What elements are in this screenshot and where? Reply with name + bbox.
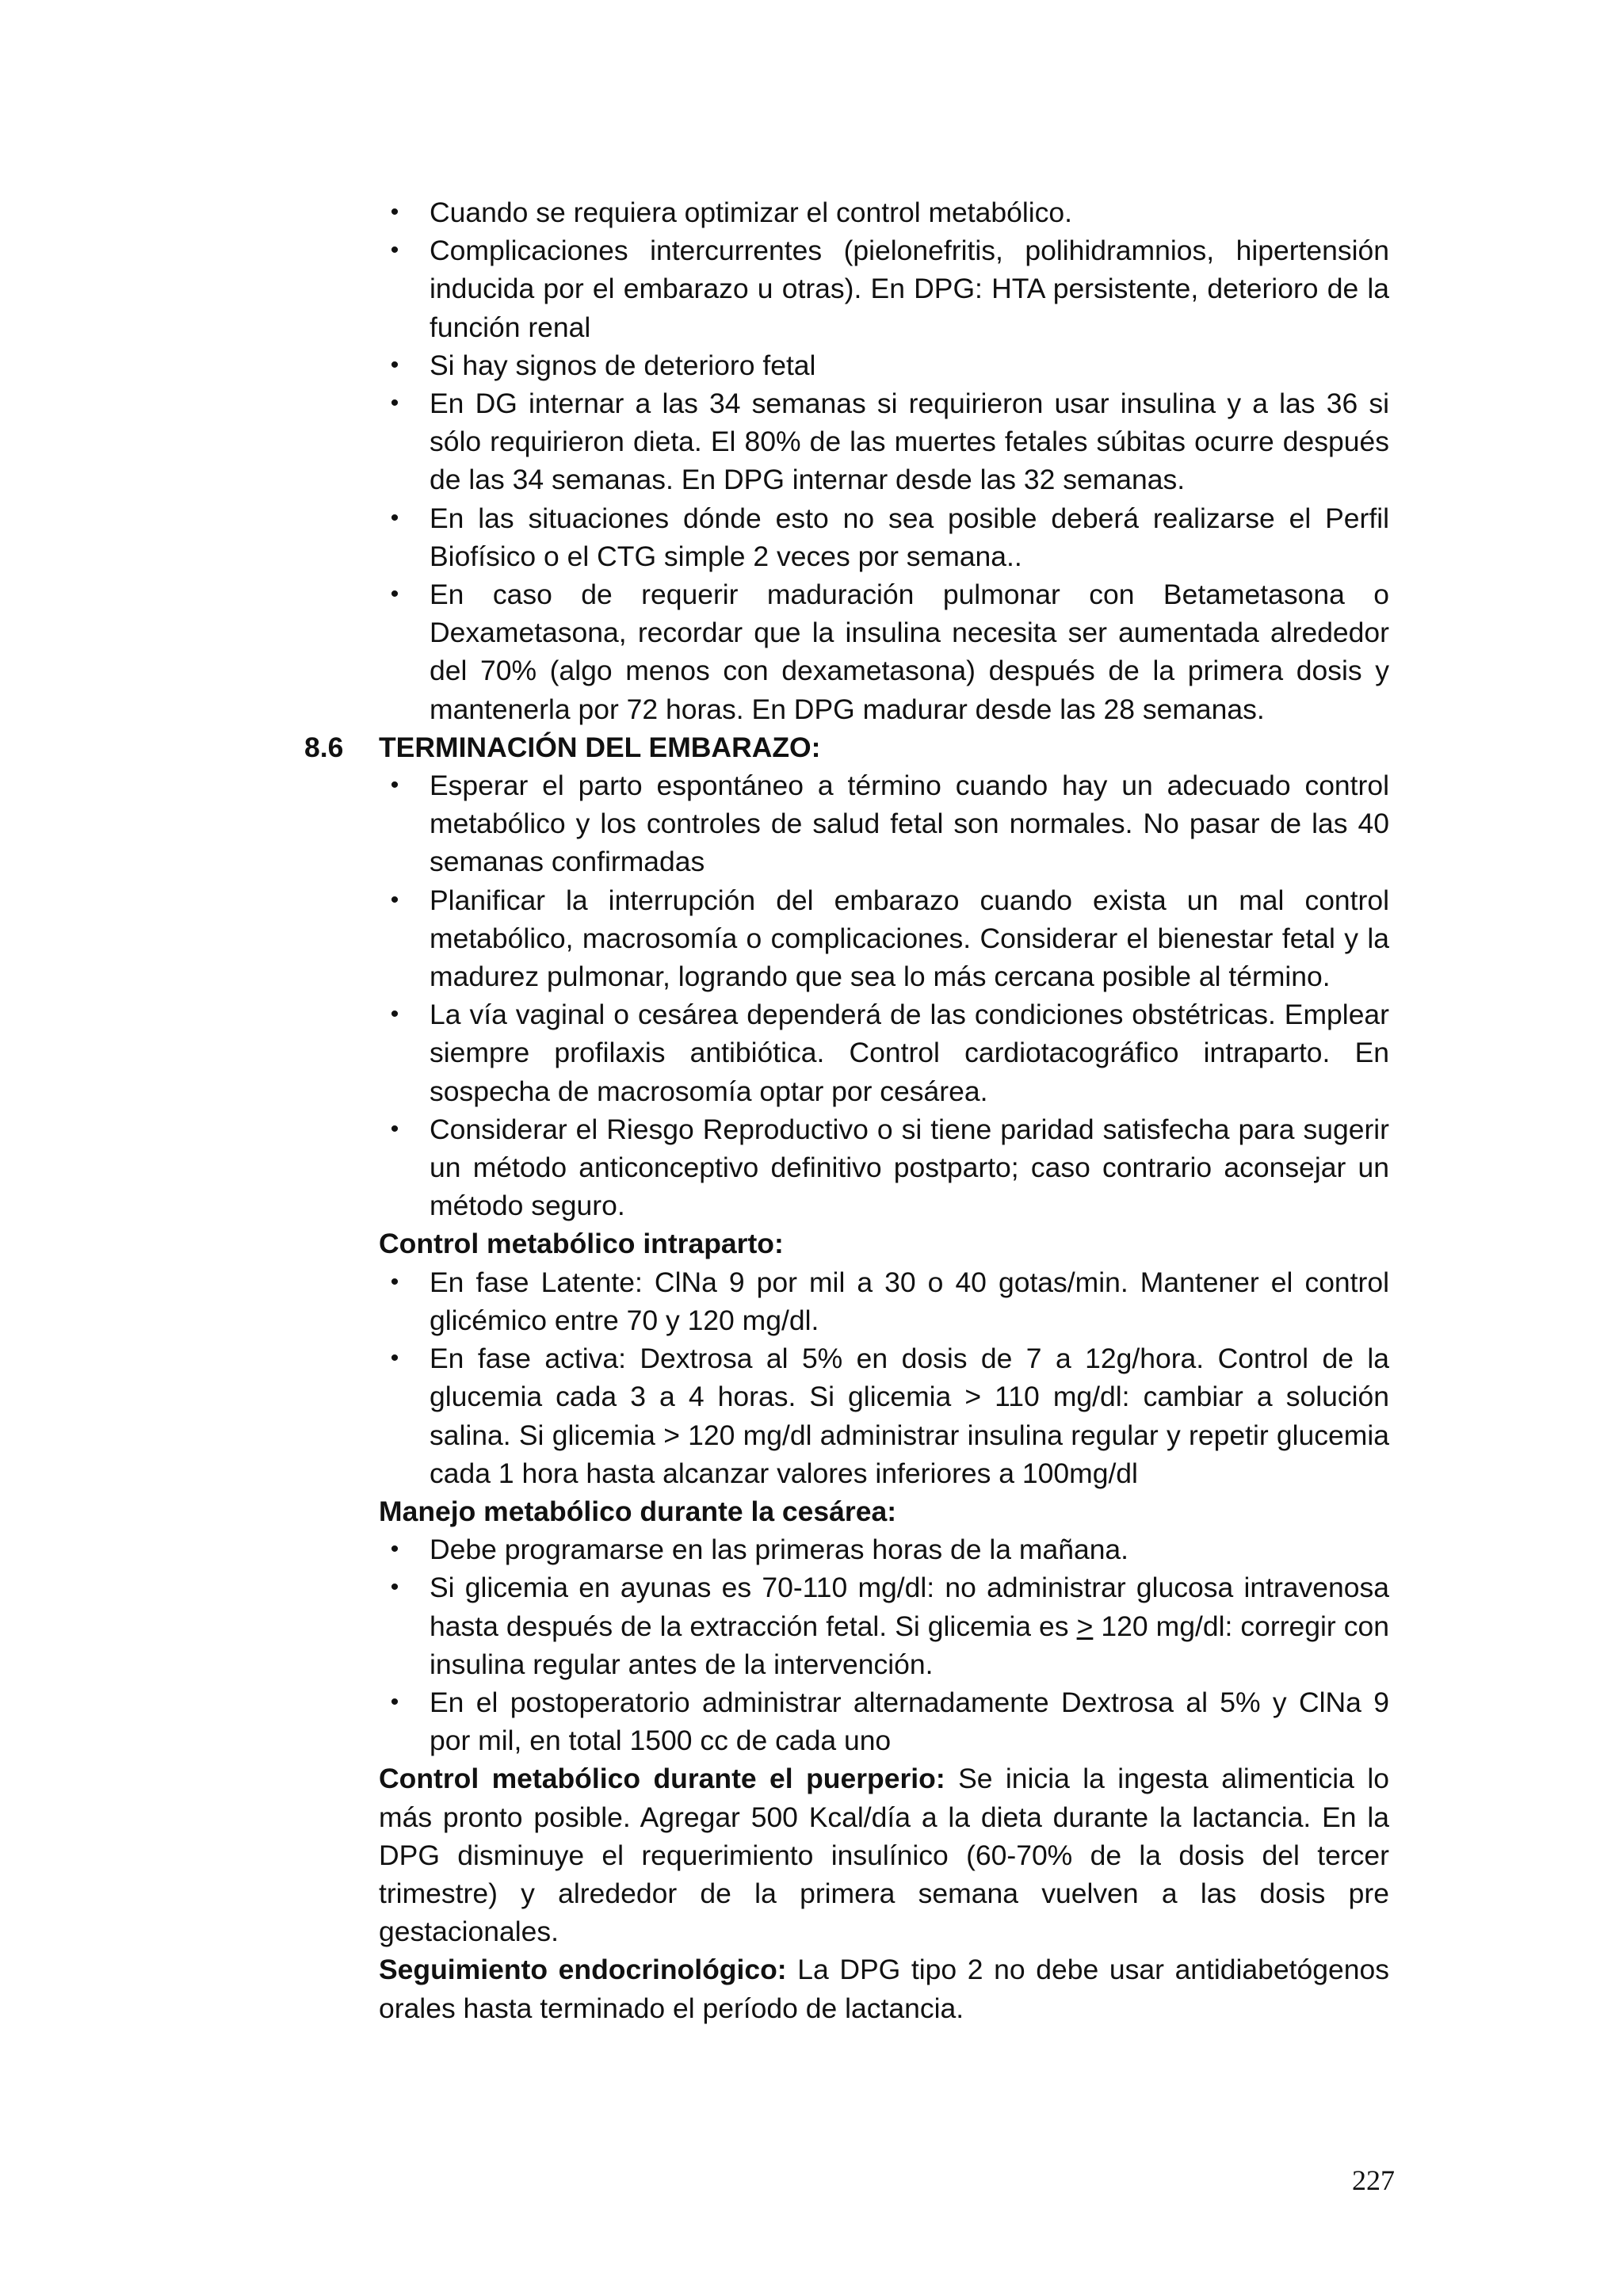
list-item: • Cuando se requiera optimizar el control metabólico.: [379, 193, 1389, 231]
list-item: • Si hay signos de deterioro fetal: [379, 346, 1389, 384]
bullet-icon: •: [390, 581, 399, 608]
list-item: • En fase activa: Dextrosa al 5% en dosis de 7 a 12g/hora. Control de la glucemia cada 3 a 4 horas. Si glicemia > 110 mg/dl: cambiar a solución salina. Si glicemia > 120 mg/dl administrar insulina regular y repetir glucemia cada 1 hora hasta alcanzar valores inferiores a 100mg/dl: [379, 1339, 1389, 1492]
list-item: • Si glicemia en ayunas es 70-110 mg/dl: no administrar glucosa intravenosa hasta después de la extracción fetal. Si glicemia es > 120 mg/dl: corregir con insulina regular antes de la intervención.: [379, 1568, 1389, 1683]
bullet-icon: •: [390, 1345, 399, 1372]
section-number: 8.6: [304, 731, 344, 763]
greater-equal-symbol: >: [1076, 1610, 1094, 1642]
subheading-intraparto: Control metabólico intraparto:: [379, 1228, 784, 1260]
bullet-icon: •: [390, 199, 399, 225]
list-item: • Complicaciones intercurrentes (pielonefritis, polihidramnios, hipertensión inducida por el embarazo u otras). En DPG: HTA persistente, deterioro de la función renal: [379, 231, 1389, 346]
bullet-icon: •: [390, 390, 399, 417]
paragraph-endocrino: Seguimiento endocrinológico: La DPG tipo 2 no debe usar antidiabetógenos orales hasta terminado el período de lactancia.: [379, 1954, 1389, 2024]
list-item: • Esperar el parto espontáneo a término cuando hay un adecuado control metabólico y los controles de salud fetal son normales. No pasar de las 40 semanas confirmadas: [379, 766, 1389, 881]
list-item: • En el postoperatorio administrar alternadamente Dextrosa al 5% y ClNa 9 por mil, en total 1500 cc de cada uno: [379, 1683, 1389, 1759]
list-item: • En las situaciones dónde esto no sea posible deberá realizarse el Perfil Biofísico o el CTG simple 2 veces por semana..: [379, 499, 1389, 575]
list-item: • En caso de requerir maduración pulmonar con Betametasona o Dexametasona, recordar que la insulina necesita ser aumentada alrededor del 70% (algo menos con dexametasona) después de la primera dosis y mantenerla por 72 horas. En DPG madurar desde las 28 semanas.: [379, 575, 1389, 728]
bullet-icon: •: [390, 1574, 399, 1601]
bullet-icon: •: [390, 886, 399, 913]
list-internment-criteria: [379, 193, 1389, 728]
bullet-icon: •: [390, 237, 399, 264]
list-item: • En DG internar a las 34 semanas si requirieron usar insulina y a las 36 si sólo requirieron dieta. El 80% de las muertes fetales súbitas ocurre después de las 34 semanas. En DPG internar desde las 32 semanas.: [379, 384, 1389, 499]
bullet-icon: •: [390, 1268, 399, 1295]
list-termination: [379, 766, 1389, 1224]
list-intraparto: [379, 1263, 1389, 1492]
list-item: • Planificar la interrupción del embarazo cuando exista un mal control metabólico, macrosomía o complicaciones. Considerar el bienestar fetal y la madurez pulmonar, logrando que sea lo más cercana posible al término.: [379, 881, 1389, 996]
bullet-icon: •: [390, 351, 399, 378]
bullet-icon: •: [390, 772, 399, 799]
list-item: • Considerar el Riesgo Reproductivo o si tiene paridad satisfecha para sugerir un método anticonceptivo definitivo postparto; caso contrario aconsejar un método seguro.: [379, 1110, 1389, 1225]
bullet-icon: •: [390, 1115, 399, 1142]
page-content: [304, 193, 1389, 2027]
list-cesarea: [379, 1530, 1389, 1759]
paragraph-puerperio: Control metabólico durante el puerperio: Se inicia la ingesta alimenticia lo más pronto posible. Agregar 500 Kcal/día a la dieta durante la lactancia. En la DPG disminuye el requerimiento insulínico (60-70% de la dosis del tercer trimestre) y alrededor de la primera semana vuelven a las dosis pre gestacionales.: [379, 1763, 1389, 1948]
list-item: • Debe programarse en las primeras horas de la mañana.: [379, 1530, 1389, 1568]
section-title: TERMINACIÓN DEL EMBARAZO:: [379, 731, 821, 763]
bullet-icon: •: [390, 1001, 399, 1028]
list-item: • En fase Latente: ClNa 9 por mil a 30 o 40 gotas/min. Mantener el control glicémico entre 70 y 120 mg/dl.: [379, 1263, 1389, 1339]
bullet-icon: •: [390, 504, 399, 531]
section-heading: [304, 728, 1389, 766]
page-number: 227: [1352, 2164, 1395, 2196]
paragraph-lead: Control metabólico durante el puerperio:: [379, 1763, 945, 1795]
subheading-cesarea: Manejo metabólico durante la cesárea:: [379, 1495, 897, 1527]
bullet-icon: •: [390, 1536, 399, 1563]
bullet-icon: •: [390, 1688, 399, 1715]
paragraph-lead: Seguimiento endocrinológico:: [379, 1954, 787, 1986]
list-item: • La vía vaginal o cesárea dependerá de las condiciones obstétricas. Emplear siempre profilaxis antibiótica. Control cardiotacográfico intraparto. En sospecha de macrosomía optar por cesárea.: [379, 995, 1389, 1110]
